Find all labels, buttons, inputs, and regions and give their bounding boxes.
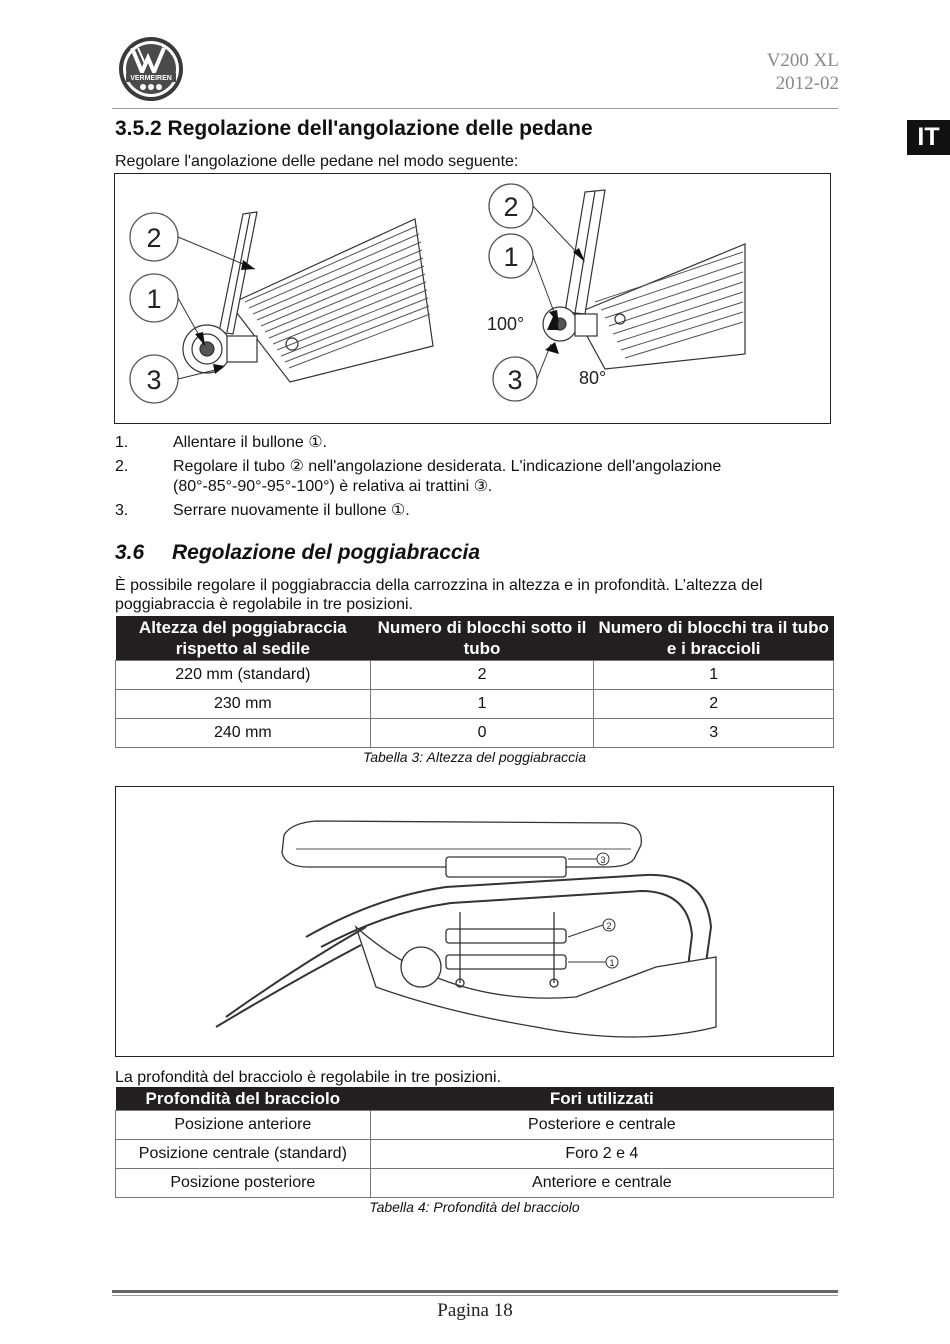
table-cell: Foro 2 e 4 [370, 1140, 833, 1169]
table-cell: 220 mm (standard) [116, 661, 371, 690]
header-divider [112, 108, 838, 109]
table-cell: 0 [370, 719, 594, 748]
step-1-number: 1. [115, 434, 129, 451]
armrest-depth-intro: La profondità del bracciolo è regolabile in tre posizioni. [115, 1069, 502, 1086]
table-cell: Posizione centrale (standard) [116, 1140, 371, 1169]
armrest-callouts [568, 853, 618, 968]
table-4-caption: Tabella 4: Profondità del bracciolo [369, 1199, 580, 1215]
table-cell: Anteriore e centrale [370, 1169, 833, 1198]
table-cell: 3 [594, 719, 834, 748]
table-cell: 1 [594, 661, 834, 690]
table-row [116, 1169, 834, 1198]
table-cell: Posizione anteriore [116, 1111, 371, 1140]
table-header-cell: Numero di blocchi sotto il tubo [370, 616, 594, 661]
table-cell: 2 [594, 690, 834, 719]
section-intro-footrest: Regolare l'angolazione delle pedane nel modo seguente: [115, 153, 519, 170]
table-row [116, 661, 834, 690]
section-intro-armrest: È possibile regolare il poggiabraccia della carrozzina in altezza e in profondità. L’altezza del poggiabraccia è regolabile in tre posizioni. [115, 577, 763, 613]
footrest-right-illustration [543, 190, 745, 369]
step-1-text: Allentare il bullone ①. [173, 434, 327, 451]
step-3-number: 3. [115, 502, 129, 519]
table-3-caption: Tabella 3: Altezza del poggiabraccia [362, 749, 587, 765]
callout-1-armrest: 1 [609, 958, 615, 968]
table-header-cell: Fori utilizzati [370, 1087, 833, 1111]
table-cell: 230 mm [116, 690, 371, 719]
section-title-text: Regolazione del poggiabraccia [172, 541, 481, 564]
step-2-text: Regolare il tubo ② nell'angolazione desiderata. L'indicazione dell'angolazione (80°-85°-90°-95°-100°) è relativa ai trattini ③. [173, 458, 722, 495]
table-cell: 1 [370, 690, 594, 719]
callout-1-right: 1 [503, 242, 519, 272]
table-row [116, 1140, 834, 1169]
table-header-cell: Altezza del poggiabraccia rispetto al sedile [116, 616, 371, 661]
header-date: 2012-02 [775, 73, 839, 94]
table-cell: Posizione posteriore [116, 1169, 371, 1198]
armrest-depth-table [115, 1087, 834, 1198]
language-tab: IT [907, 120, 950, 155]
section-title-armrest [115, 541, 480, 565]
table-header-row [116, 616, 834, 661]
step-2-number: 2. [115, 458, 129, 475]
section-title-footrest-angle: 3.5.2 Regolazione dell'angolazione delle pedane [115, 117, 593, 140]
header-model: V200 XL [766, 50, 839, 71]
footer-divider-thin [112, 1295, 838, 1296]
footer-divider [112, 1290, 838, 1293]
callout-3-armrest: 3 [600, 855, 606, 865]
armrest-illustration [216, 821, 716, 1037]
table-cell: 2 [370, 661, 594, 690]
table-header-cell: Profondità del bracciolo [116, 1087, 371, 1111]
armrest-height-table [115, 616, 834, 748]
table-cell: Posteriore e centrale [370, 1111, 833, 1140]
page-number: Pagina 18 [437, 1300, 513, 1321]
section-number: 3.6 [115, 541, 145, 564]
callout-2-left: 2 [146, 223, 162, 253]
table-row [116, 719, 834, 748]
footrest-left-illustration [183, 212, 433, 382]
callout-2-armrest: 2 [606, 921, 612, 931]
table-row [116, 1111, 834, 1140]
table-row [116, 690, 834, 719]
armrest-figure [115, 786, 834, 1057]
logo-text: VERMEIREN [130, 75, 172, 82]
callout-3-left: 3 [146, 365, 162, 395]
footrest-angle-figure [114, 173, 831, 424]
callout-3-right: 3 [507, 365, 523, 395]
angle-label-100: 100° [487, 314, 525, 334]
table-header-cell: Numero di blocchi tra il tubo e i braccioli [594, 616, 834, 661]
table-cell: 240 mm [116, 719, 371, 748]
step-3-text: Serrare nuovamente il bullone ①. [173, 502, 410, 519]
angle-label-80: 80° [579, 368, 607, 388]
callout-1-left: 1 [146, 284, 162, 314]
table-header-row [116, 1087, 834, 1111]
callout-2-right: 2 [503, 192, 519, 222]
vermeiren-logo [118, 36, 184, 102]
